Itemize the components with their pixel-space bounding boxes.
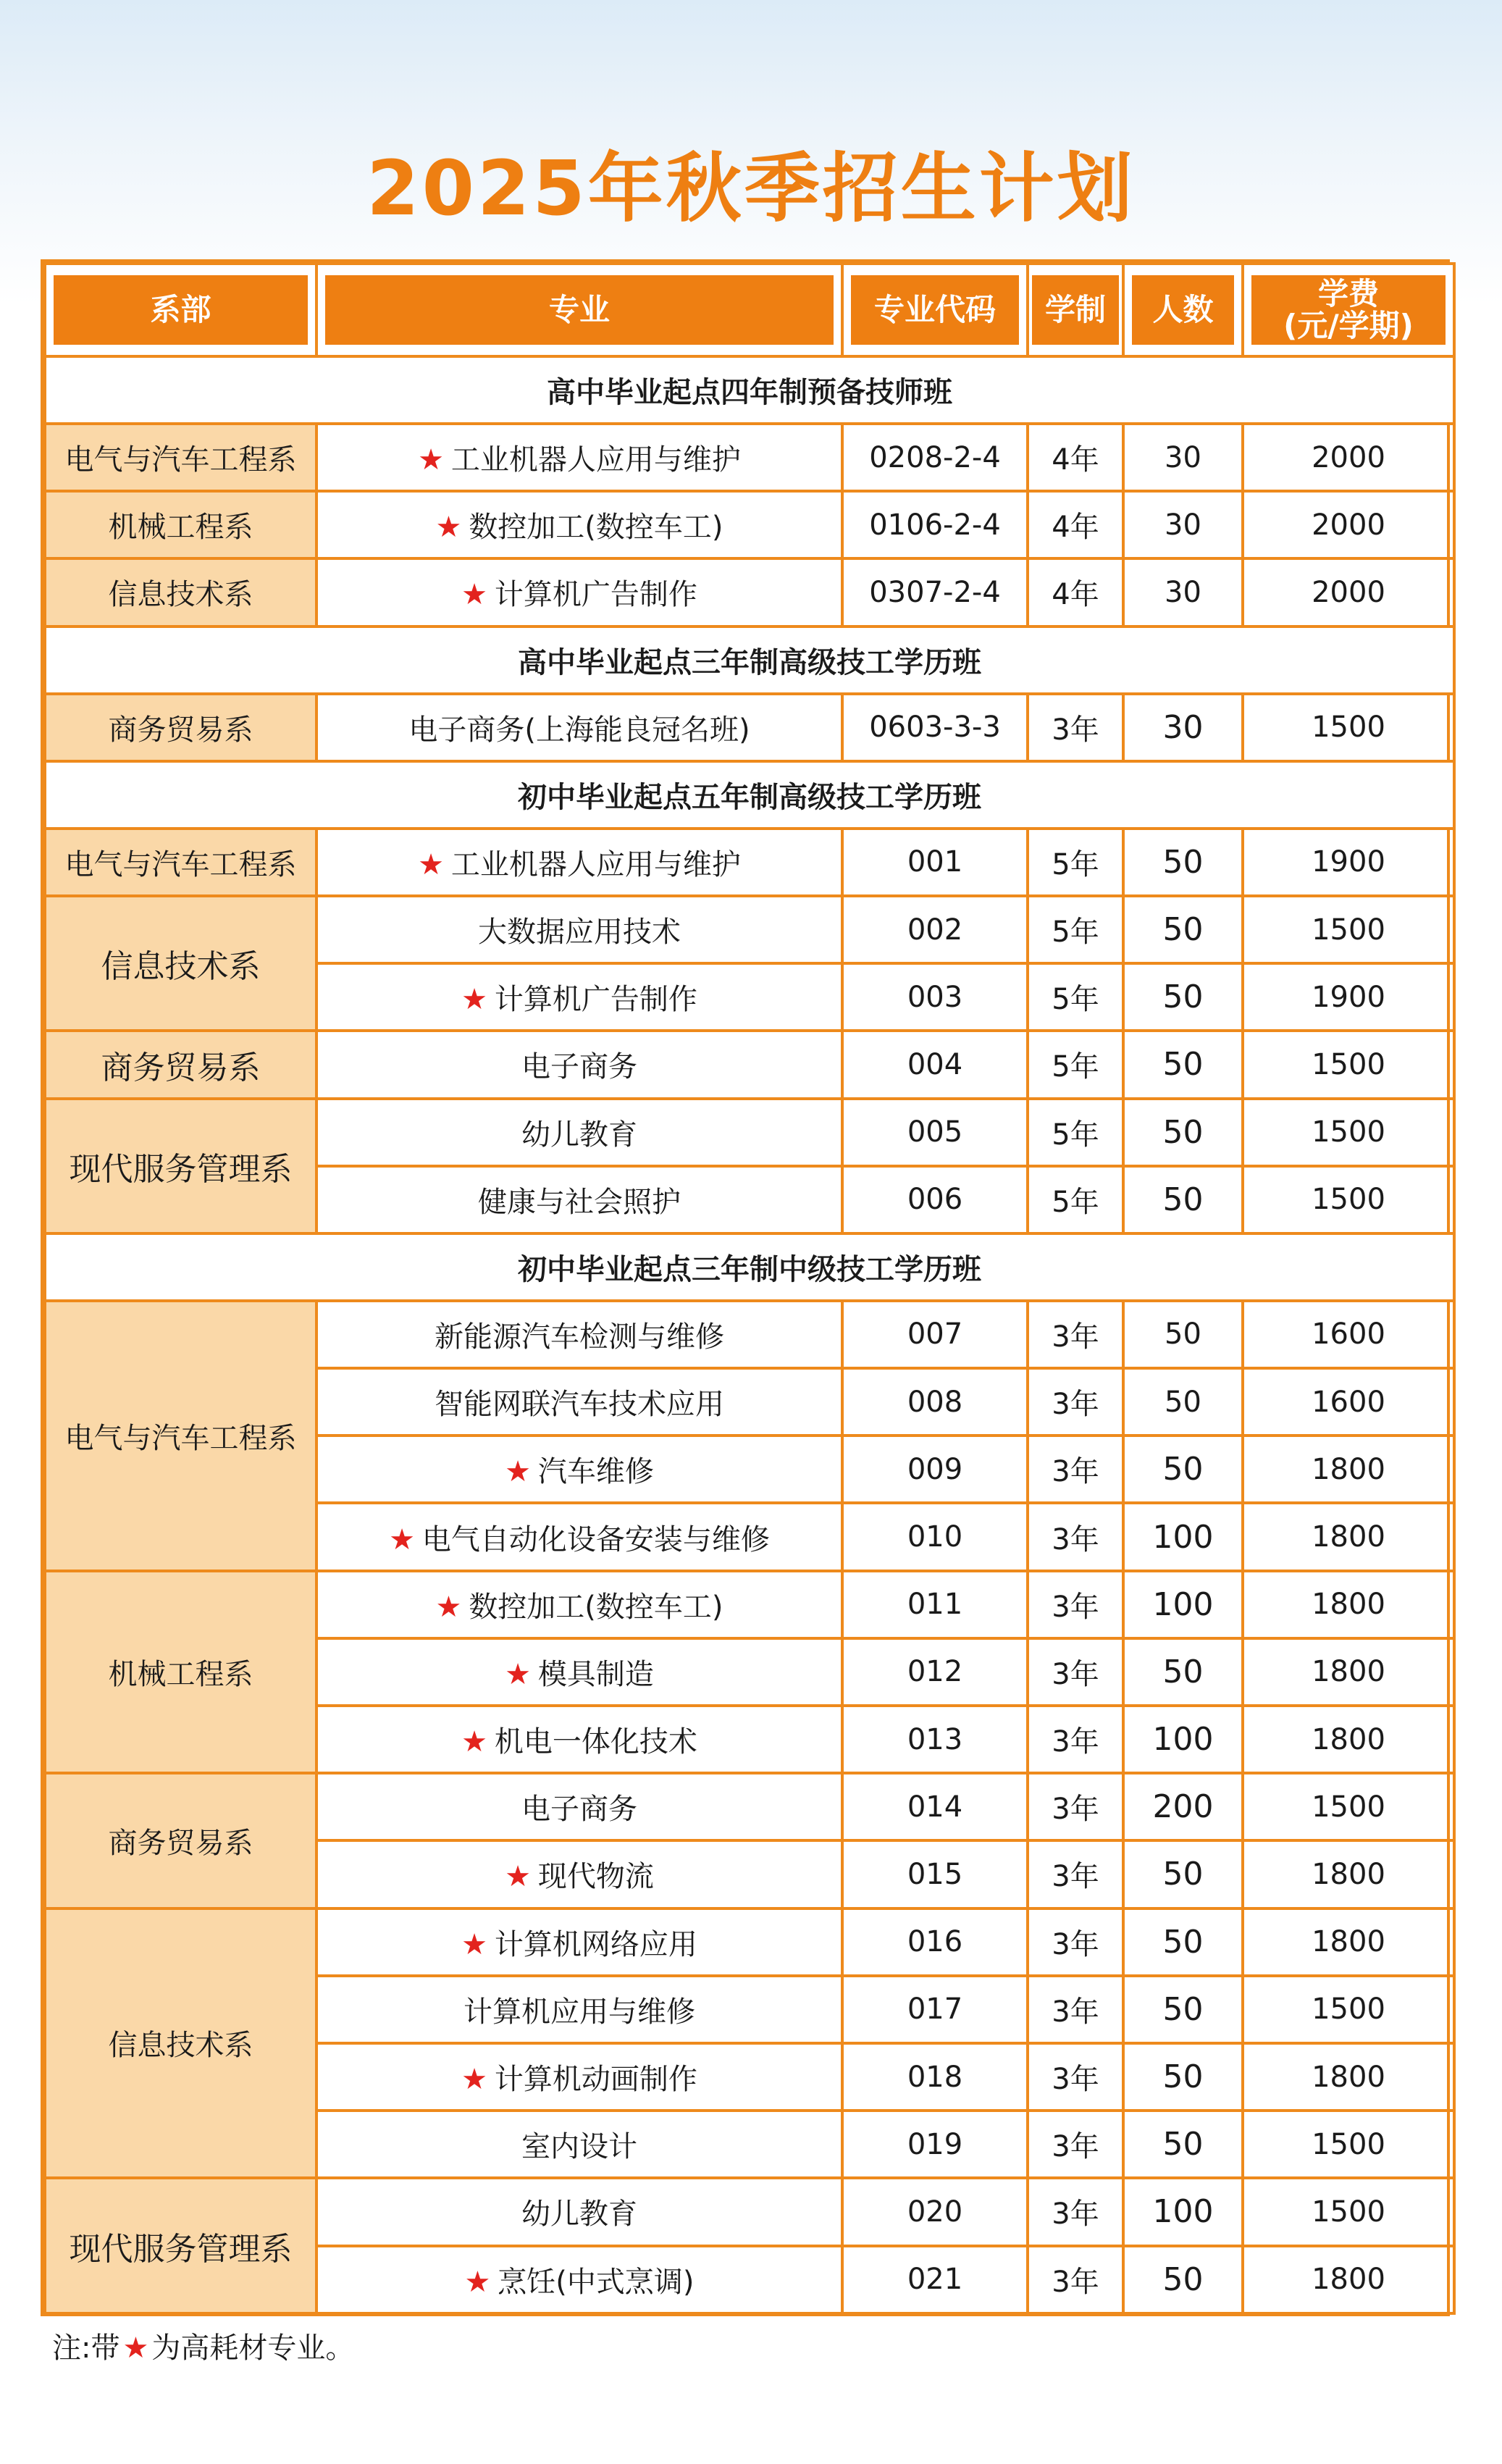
major-label: 室内设计 [521, 2130, 637, 2164]
years-cell: 3年 [1028, 2246, 1123, 2313]
major-cell [316, 1503, 842, 1570]
count-cell: 50 [1123, 1166, 1243, 1233]
major-label: 工业机器人应用与维护 [450, 443, 741, 477]
fee-cell: 2000 [1243, 558, 1454, 626]
code-cell: 002 [842, 896, 1028, 963]
major-cell [316, 1031, 842, 1098]
table-row [45, 1571, 1454, 1638]
major-label: 机电一体化技术 [494, 1725, 697, 1759]
code-cell: 004 [842, 1031, 1028, 1098]
count-cell: 30 [1123, 491, 1243, 558]
header-fee-line1: 学费 [1317, 276, 1379, 311]
count-cell: 50 [1123, 1031, 1243, 1098]
count-cell: 50 [1123, 963, 1243, 1031]
years-cell: 3年 [1028, 2178, 1123, 2245]
years-cell: 3年 [1028, 1840, 1123, 1908]
fee-cell: 1600 [1243, 1368, 1454, 1436]
major-label: 烹饪(中式烹调) [498, 2265, 695, 2299]
major-label: 电气自动化设备安装与维修 [421, 1522, 770, 1556]
fee-cell: 1900 [1243, 963, 1454, 1031]
code-cell: 021 [842, 2246, 1028, 2313]
years-cell: 3年 [1028, 2043, 1123, 2111]
code-cell: 001 [842, 829, 1028, 896]
code-cell: 015 [842, 1840, 1028, 1908]
years-cell: 3年 [1028, 1436, 1123, 1503]
fee-cell: 1500 [1243, 2111, 1454, 2178]
fee-cell: 1800 [1243, 2246, 1454, 2313]
major-cell [316, 1571, 842, 1638]
code-cell: 014 [842, 1773, 1028, 1840]
star-icon: ★ [461, 1927, 487, 1961]
fee-cell: 1800 [1243, 1840, 1454, 1908]
years-cell: 4年 [1028, 491, 1123, 558]
footnote [52, 2325, 354, 2366]
table-row [45, 896, 1454, 963]
header-row [45, 264, 1454, 356]
years-cell: 5年 [1028, 963, 1123, 1031]
code-cell: 008 [842, 1368, 1028, 1436]
major-cell [316, 491, 842, 558]
table-row [45, 1908, 1454, 1976]
count-cell: 50 [1123, 2111, 1243, 2178]
fee-cell: 1800 [1243, 1436, 1454, 1503]
major-cell [316, 1908, 842, 1976]
years-cell: 3年 [1028, 1571, 1123, 1638]
code-cell: 012 [842, 1638, 1028, 1706]
code-cell: 016 [842, 1908, 1028, 1976]
dept-cell: 电气与汽车工程系 [45, 424, 316, 491]
count-cell: 50 [1123, 2043, 1243, 2111]
header-count: 人数 [1132, 275, 1234, 345]
years-cell: 5年 [1028, 896, 1123, 963]
star-icon: ★ [435, 1590, 462, 1624]
header-years: 学制 [1032, 275, 1119, 345]
count-cell: 30 [1123, 558, 1243, 626]
star-icon: ★ [461, 1725, 487, 1759]
major-label: 计算机网络应用 [494, 1927, 697, 1961]
fee-cell: 2000 [1243, 491, 1454, 558]
major-cell [316, 424, 842, 491]
dept-cell: 信息技术系 [45, 558, 316, 626]
star-icon: ★ [418, 443, 444, 477]
count-cell: 50 [1123, 1908, 1243, 1976]
major-cell [316, 1368, 842, 1436]
star-icon: ★ [505, 1455, 531, 1489]
years-cell: 3年 [1028, 1706, 1123, 1773]
code-cell: 009 [842, 1436, 1028, 1503]
years-cell: 3年 [1028, 1301, 1123, 1368]
fee-cell: 1800 [1243, 1571, 1454, 1638]
dept-cell: 现代服务管理系 [45, 1099, 316, 1233]
major-label: 健康与社会照护 [478, 1185, 681, 1219]
table-row [45, 1031, 1454, 1098]
header-fee-line2: (元/学期) [1283, 308, 1414, 343]
major-label: 电子商务 [521, 1793, 637, 1827]
major-label: 数控加工(数控车工) [469, 511, 723, 545]
count-cell: 100 [1123, 1706, 1243, 1773]
fee-cell: 1500 [1243, 1031, 1454, 1098]
major-label: 幼儿教育 [521, 2197, 637, 2232]
fee-cell: 1600 [1243, 1301, 1454, 1368]
major-label: 计算机应用与维修 [463, 1995, 695, 2029]
code-cell: 007 [842, 1301, 1028, 1368]
code-cell: 0208-2-4 [842, 424, 1028, 491]
table-row [45, 1301, 1454, 1368]
dept-cell: 电气与汽车工程系 [45, 1301, 316, 1571]
footnote-prefix: 注:带 [52, 2331, 120, 2365]
table-row [45, 2178, 1454, 2245]
count-cell: 50 [1123, 1099, 1243, 1166]
major-label: 计算机广告制作 [494, 983, 697, 1017]
major-cell [316, 896, 842, 963]
major-cell [316, 1301, 842, 1368]
years-cell: 5年 [1028, 1099, 1123, 1166]
code-cell: 005 [842, 1099, 1028, 1166]
major-label: 工业机器人应用与维护 [450, 847, 741, 881]
years-cell: 3年 [1028, 2111, 1123, 2178]
fee-cell: 1800 [1243, 1706, 1454, 1773]
dept-cell: 机械工程系 [45, 1571, 316, 1774]
years-cell: 3年 [1028, 1368, 1123, 1436]
count-cell: 50 [1123, 2246, 1243, 2313]
star-icon: ★ [461, 2063, 487, 2097]
major-cell [316, 2178, 842, 2245]
table-row [45, 829, 1454, 896]
major-cell [316, 694, 842, 761]
count-cell: 100 [1123, 1503, 1243, 1570]
major-label: 幼儿教育 [521, 1118, 637, 1152]
years-cell: 4年 [1028, 424, 1123, 491]
major-cell [316, 1773, 842, 1840]
major-cell [316, 2246, 842, 2313]
major-cell [316, 1166, 842, 1233]
major-label: 大数据应用技术 [478, 915, 681, 950]
header-major: 专业 [325, 275, 834, 345]
dept-cell: 信息技术系 [45, 1908, 316, 2179]
count-cell: 100 [1123, 1571, 1243, 1638]
years-cell: 4年 [1028, 558, 1123, 626]
table-row [45, 694, 1454, 761]
major-label: 新能源汽车检测与维修 [435, 1320, 724, 1354]
star-icon: ★ [389, 1522, 415, 1556]
count-cell: 50 [1123, 1976, 1243, 2043]
star-icon: ★ [505, 1657, 531, 1691]
major-label: 模具制造 [537, 1657, 654, 1691]
fee-cell: 1800 [1243, 2043, 1454, 2111]
major-label: 现代物流 [537, 1860, 654, 1894]
fee-cell: 1500 [1243, 1099, 1454, 1166]
star-icon: ★ [505, 1860, 531, 1894]
dept-cell: 商务贸易系 [45, 1773, 316, 1908]
table-row [45, 1773, 1454, 1840]
major-label: 电子商务 [521, 1050, 637, 1084]
major-cell [316, 558, 842, 626]
table-row [45, 558, 1454, 626]
dept-cell: 信息技术系 [45, 896, 316, 1031]
years-cell: 3年 [1028, 1773, 1123, 1840]
dept-cell: 商务贸易系 [45, 1031, 316, 1098]
dept-cell: 现代服务管理系 [45, 2178, 316, 2313]
dept-cell: 电气与汽车工程系 [45, 829, 316, 896]
major-label: 计算机动画制作 [494, 2063, 697, 2097]
fee-cell: 1800 [1243, 1908, 1454, 1976]
fee-cell: 1500 [1243, 896, 1454, 963]
major-cell [316, 1436, 842, 1503]
section-heading: 高中毕业起点四年制预备技师班 [45, 356, 1454, 424]
dept-cell: 机械工程系 [45, 491, 316, 558]
years-cell: 3年 [1028, 1976, 1123, 2043]
years-cell: 5年 [1028, 829, 1123, 896]
code-cell: 011 [842, 1571, 1028, 1638]
major-label: 汽车维修 [537, 1455, 654, 1489]
fee-cell: 1800 [1243, 1503, 1454, 1570]
code-cell: 0307-2-4 [842, 558, 1028, 626]
years-cell: 5年 [1028, 1031, 1123, 1098]
star-icon: ★ [435, 511, 462, 545]
header-fee [1251, 275, 1446, 345]
page-title: 2025年秋季招生计划 [366, 144, 1136, 232]
major-label: 数控加工(数控车工) [469, 1590, 723, 1624]
years-cell: 5年 [1028, 1166, 1123, 1233]
code-cell: 018 [842, 2043, 1028, 2111]
section-heading: 高中毕业起点三年制高级技工学历班 [45, 627, 1454, 694]
code-cell: 006 [842, 1166, 1028, 1233]
table-row [45, 1099, 1454, 1166]
fee-cell: 1900 [1243, 829, 1454, 896]
star-icon: ★ [461, 578, 487, 612]
count-cell: 30 [1123, 424, 1243, 491]
major-cell [316, 963, 842, 1031]
count-cell: 50 [1123, 829, 1243, 896]
fee-cell: 1500 [1243, 1976, 1454, 2043]
section-heading: 初中毕业起点五年制高级技工学历班 [45, 761, 1454, 829]
count-cell: 50 [1123, 1638, 1243, 1706]
count-cell: 50 [1123, 1301, 1243, 1368]
count-cell: 200 [1123, 1773, 1243, 1840]
dept-cell: 商务贸易系 [45, 694, 316, 761]
star-icon: ★ [461, 983, 487, 1017]
years-cell: 3年 [1028, 694, 1123, 761]
major-cell [316, 2043, 842, 2111]
major-cell [316, 1638, 842, 1706]
major-cell [316, 1099, 842, 1166]
code-cell: 019 [842, 2111, 1028, 2178]
count-cell: 50 [1123, 1840, 1243, 1908]
fee-cell: 2000 [1243, 424, 1454, 491]
code-cell: 013 [842, 1706, 1028, 1773]
major-cell [316, 1840, 842, 1908]
star-icon: ★ [464, 2265, 491, 2299]
header-dept: 系部 [54, 275, 308, 345]
major-label: 电子商务(上海能良冠名班) [408, 713, 750, 747]
years-cell: 3年 [1028, 1908, 1123, 1976]
major-label: 智能网联汽车技术应用 [435, 1388, 724, 1422]
star-icon: ★ [122, 2331, 149, 2365]
count-cell: 50 [1123, 1368, 1243, 1436]
enrollment-table [41, 259, 1450, 2316]
fee-cell: 1500 [1243, 694, 1454, 761]
major-cell [316, 2111, 842, 2178]
footnote-suffix: 为高耗材专业。 [151, 2331, 355, 2365]
code-cell: 010 [842, 1503, 1028, 1570]
code-cell: 0603-3-3 [842, 694, 1028, 761]
count-cell: 30 [1123, 694, 1243, 761]
code-cell: 003 [842, 963, 1028, 1031]
code-cell: 0106-2-4 [842, 491, 1028, 558]
star-icon: ★ [418, 847, 444, 881]
count-cell: 50 [1123, 1436, 1243, 1503]
header-code: 专业代码 [851, 275, 1019, 345]
major-cell [316, 829, 842, 896]
years-cell: 3年 [1028, 1638, 1123, 1706]
table-row [45, 424, 1454, 491]
count-cell: 50 [1123, 896, 1243, 963]
code-cell: 020 [842, 2178, 1028, 2245]
fee-cell: 1500 [1243, 2178, 1454, 2245]
years-cell: 3年 [1028, 1503, 1123, 1570]
table-row [45, 491, 1454, 558]
count-cell: 100 [1123, 2178, 1243, 2245]
code-cell: 017 [842, 1976, 1028, 2043]
fee-cell: 1500 [1243, 1773, 1454, 1840]
major-cell [316, 1706, 842, 1773]
major-cell [316, 1976, 842, 2043]
fee-cell: 1800 [1243, 1638, 1454, 1706]
fee-cell: 1500 [1243, 1166, 1454, 1233]
section-heading: 初中毕业起点三年制中级技工学历班 [45, 1233, 1454, 1301]
major-label: 计算机广告制作 [494, 578, 697, 612]
